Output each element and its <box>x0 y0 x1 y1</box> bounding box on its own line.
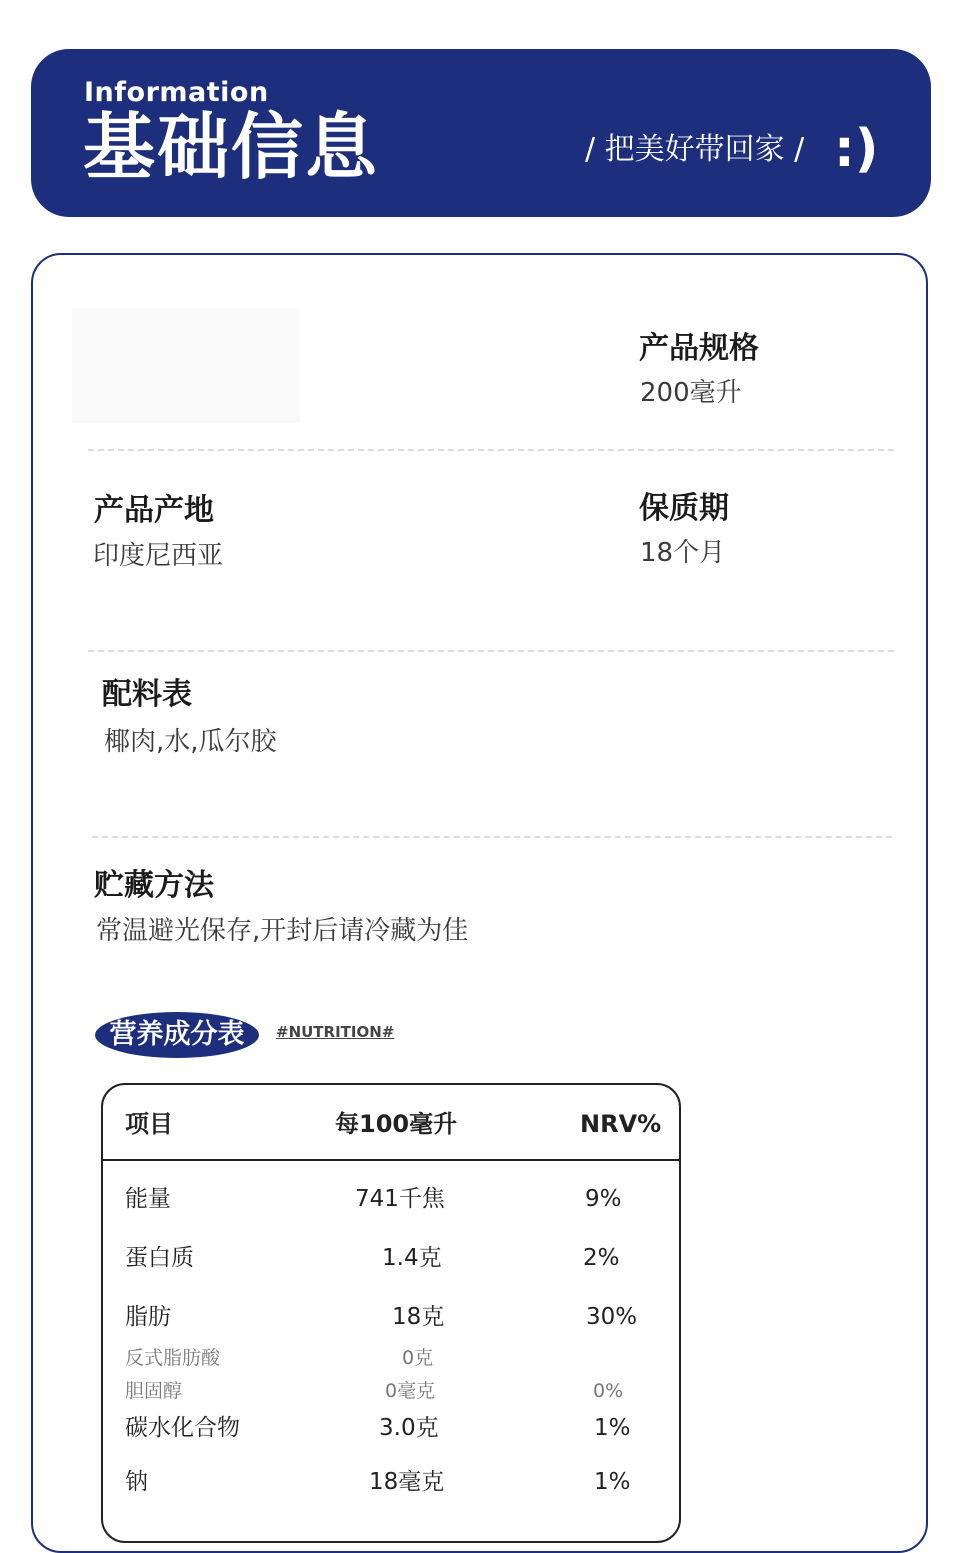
nutrition-tag: #NUTRITION# <box>276 1023 395 1041</box>
row-item: 反式脂肪酸 <box>125 1347 221 1369</box>
row-item: 蛋白质 <box>125 1245 194 1271</box>
ingredients-value: 椰肉,水,瓜尔胶 <box>104 727 277 757</box>
row-item: 钠 <box>125 1469 148 1495</box>
table-header-amount: 每100毫升 <box>335 1110 458 1138</box>
row-item: 碳水化合物 <box>125 1415 240 1441</box>
storage-label: 贮藏方法 <box>94 868 214 903</box>
product-image-placeholder <box>72 308 300 423</box>
row-nrv: 9% <box>585 1186 622 1212</box>
divider <box>92 836 892 838</box>
origin-value: 印度尼西亚 <box>93 541 224 571</box>
row-nrv: 2% <box>583 1245 620 1271</box>
row-item: 胆固醇 <box>125 1380 183 1402</box>
row-nrv: 1% <box>594 1415 631 1441</box>
row-nrv: 1% <box>594 1469 631 1495</box>
nutrition-table <box>101 1083 681 1543</box>
table-header-nrv: NRV% <box>580 1110 662 1138</box>
table-header-divider <box>103 1159 679 1161</box>
header-title: 基础信息 <box>83 105 380 189</box>
header-subtitle: Information <box>84 77 269 108</box>
header-slogan: / 把美好带回家 / <box>585 132 805 167</box>
spec-label: 产品规格 <box>639 331 759 366</box>
shelf-life-value: 18个月 <box>640 538 726 568</box>
row-amount: 741千焦 <box>355 1186 445 1212</box>
row-nrv: 30% <box>586 1304 638 1330</box>
shelf-life-label: 保质期 <box>639 491 729 526</box>
divider <box>88 650 894 652</box>
row-amount: 1.4克 <box>382 1245 442 1271</box>
row-amount: 18克 <box>392 1304 445 1330</box>
smile-icon: :) <box>834 119 879 179</box>
row-amount: 18毫克 <box>369 1469 445 1495</box>
info-header-banner <box>31 49 931 217</box>
divider <box>88 449 894 451</box>
row-nrv: 0% <box>593 1380 624 1402</box>
ingredients-label: 配料表 <box>102 677 192 712</box>
row-amount: 0毫克 <box>385 1380 436 1402</box>
storage-value: 常温避光保存,开封后请冷藏为佳 <box>96 916 469 946</box>
row-amount: 3.0克 <box>379 1415 439 1441</box>
row-amount: 0克 <box>402 1347 434 1369</box>
row-item: 脂肪 <box>125 1304 171 1330</box>
table-header-item: 项目 <box>125 1110 173 1138</box>
nutrition-badge: 营养成分表 <box>95 1012 259 1058</box>
row-item: 能量 <box>125 1186 171 1212</box>
origin-label: 产品产地 <box>94 493 214 528</box>
spec-value: 200毫升 <box>640 378 742 408</box>
